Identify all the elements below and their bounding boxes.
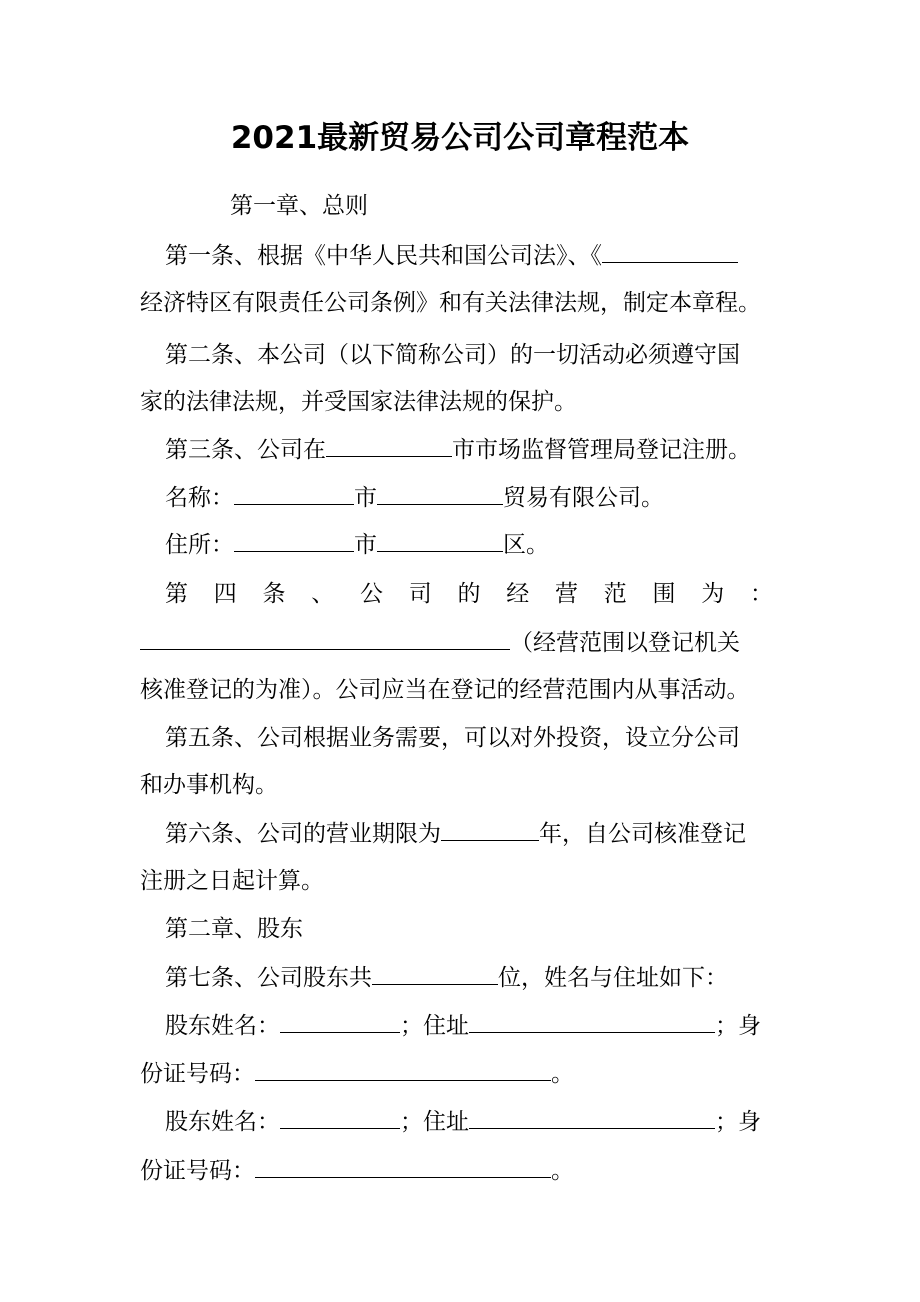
article-1-line-1 xyxy=(165,240,738,272)
article-4-char: 营 xyxy=(555,581,578,607)
shareholder-1-line-2 xyxy=(140,1058,574,1090)
line-end: 。 xyxy=(551,1158,574,1184)
district-label: 区。 xyxy=(503,532,549,558)
shareholder-name-label: 股东姓名： xyxy=(165,1109,280,1135)
article-4-char: 条 xyxy=(262,581,286,607)
company-address-line xyxy=(165,529,549,561)
article-1-text: 第一条、根据《中华人民共和国公司法》、《 xyxy=(165,243,602,269)
article-6-text: 第六条、公司的营业期限为 xyxy=(165,821,441,847)
article-7-line xyxy=(165,962,728,994)
article-4-char: 司 xyxy=(408,581,432,607)
company-suffix: 贸易有限公司。 xyxy=(503,485,664,511)
fill-blank xyxy=(255,1155,551,1178)
article-1-line-2: 经济特区有限责任公司条例》和有关法律法规，制定本章程。 xyxy=(140,290,761,316)
fill-blank xyxy=(377,482,503,505)
fill-blank xyxy=(280,1106,400,1129)
city-label: 市 xyxy=(354,485,377,511)
article-4-line-3: 核准登记的为准）。公司应当在登记的经营范围内从事活动。 xyxy=(140,677,750,703)
shareholder-separator: ；身 xyxy=(715,1013,761,1039)
article-4-line-2 xyxy=(140,627,740,659)
article-5-line-2: 和办事机构。 xyxy=(140,772,278,798)
line-end: 。 xyxy=(551,1061,574,1087)
article-5-line-1: 第五条、公司根据业务需要，可以对外投资，设立分公司 xyxy=(165,725,740,751)
article-4-char: 围 xyxy=(652,581,676,607)
article-4-char: 范 xyxy=(603,581,627,607)
article-4-char: 、 xyxy=(311,581,335,607)
name-label: 名称： xyxy=(165,485,234,511)
article-7-text: 第七条、公司股东共 xyxy=(165,965,372,991)
article-4-char: 为 xyxy=(701,581,725,607)
article-6-text-end: 年，自公司核准登记 xyxy=(539,821,746,847)
shareholder-id-label: 份证号码： xyxy=(140,1061,255,1087)
article-6-line-2: 注册之日起计算。 xyxy=(140,868,324,894)
article-7-text-end: 位，姓名与住址如下： xyxy=(498,965,728,991)
fill-blank xyxy=(234,482,354,505)
fill-blank xyxy=(255,1058,551,1081)
article-6-line-1 xyxy=(165,818,746,850)
address-label: 住所： xyxy=(165,532,234,558)
fill-blank xyxy=(377,529,503,552)
fill-blank xyxy=(441,818,539,841)
article-4-char: 公 xyxy=(360,581,383,607)
chapter-heading: 第一章、总则 xyxy=(230,193,368,219)
article-4-char: ： xyxy=(750,581,773,607)
article-3-text: 第三条、公司在 xyxy=(165,437,326,463)
article-2-line-2: 家的法律法规，并受国家法律法规的保护。 xyxy=(140,389,577,415)
shareholder-name-label: 股东姓名： xyxy=(165,1013,280,1039)
document-title: 2021最新贸易公司公司章程范本 xyxy=(230,120,690,156)
fill-blank xyxy=(469,1106,715,1129)
article-4-line-1 xyxy=(165,578,773,610)
chapter-heading: 第二章、股东 xyxy=(165,916,303,942)
article-2-line-1: 第二条、本公司（以下简称公司）的一切活动必须遵守国 xyxy=(165,342,740,368)
fill-blank xyxy=(469,1010,715,1033)
shareholder-address-label: ；住址 xyxy=(400,1109,469,1135)
fill-blank xyxy=(372,962,498,985)
company-name-line xyxy=(165,482,664,514)
fill-blank xyxy=(280,1010,400,1033)
article-3-line xyxy=(165,434,751,466)
fill-blank xyxy=(326,434,452,457)
city-label: 市 xyxy=(354,532,377,558)
fill-blank xyxy=(140,627,510,650)
shareholder-address-label: ；住址 xyxy=(400,1013,469,1039)
article-4-note: （经营范围以登记机关 xyxy=(510,630,740,656)
shareholder-id-label: 份证号码： xyxy=(140,1158,255,1184)
fill-blank xyxy=(602,240,738,263)
article-4-char: 的 xyxy=(457,581,481,607)
shareholder-separator: ；身 xyxy=(715,1109,761,1135)
fill-blank xyxy=(234,529,354,552)
shareholder-2-line-1 xyxy=(165,1106,761,1138)
shareholder-1-line-1 xyxy=(165,1010,761,1042)
shareholder-2-line-2 xyxy=(140,1155,574,1187)
article-4-char: 四 xyxy=(213,581,237,607)
article-4-char: 第 xyxy=(165,581,188,607)
article-4-char: 经 xyxy=(506,581,530,607)
article-3-text-end: 市市场监督管理局登记注册。 xyxy=(452,437,751,463)
